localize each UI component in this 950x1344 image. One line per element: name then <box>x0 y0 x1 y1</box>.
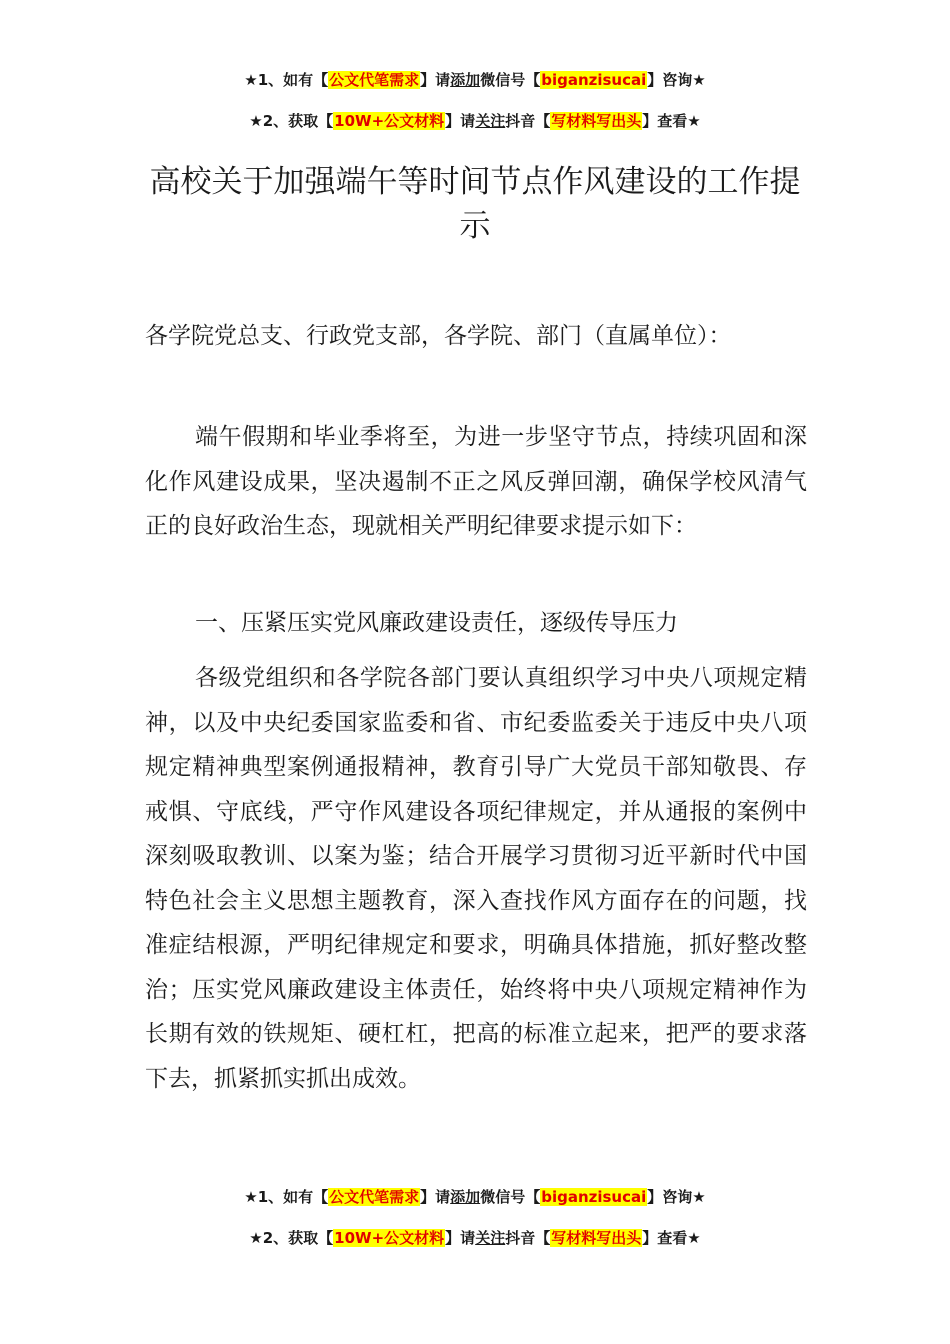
banner-prefix: 1、如有【 <box>257 1188 329 1206</box>
star-icon: ★ <box>692 71 706 89</box>
banner-prefix: 1、如有【 <box>257 71 329 89</box>
banner-prefix: 2、获取【 <box>262 1229 334 1247</box>
star-icon: ★ <box>244 1188 258 1206</box>
banner-text: 微信号【 <box>480 1188 541 1206</box>
banner-text: 】请 <box>420 1188 451 1206</box>
star-icon: ★ <box>244 71 258 89</box>
banner-suffix: 】咨询 <box>647 71 693 89</box>
star-icon: ★ <box>687 112 701 130</box>
banner-text: 微信号【 <box>480 71 541 89</box>
banner-text: 抖音【 <box>505 112 551 130</box>
bottom-banner-line-2 <box>0 1228 950 1248</box>
banner-underlined-text: 添加 <box>450 71 481 89</box>
star-icon: ★ <box>249 1229 263 1247</box>
star-icon: ★ <box>687 1229 701 1247</box>
banner-suffix: 】查看 <box>642 1229 688 1247</box>
section-1-paragraph: 各级党组织和各学院各部门要认真组织学习中央八项规定精神，以及中央纪委国家监委和省、市纪委监委关于违反中央八项规定精神典型案例通报精神，教育引导广大党员干部知敬畏、存戒惧、守底线，严守作风建设各项纪律规定，并从通报的案例中深刻吸取教训、以案为鉴；结合开展学习贯彻习近平新时代中国特色社会主义思想主题教育，深入查找作风方面存在的问题，找准症结根源，严明纪律规定和要求，明确具体措施，抓好整改整治；压实党风廉政建设主体责任，始终将中央八项规定精神作为长期有效的铁规矩、硬杠杠，把高的标准立起来，把严的要求落下去，抓紧抓实抓出成效。 <box>145 665 807 1092</box>
document-title: 高校关于加强端午等时间节点作风建设的工作提示 <box>149 164 801 244</box>
banner-highlight-materials: 10W+公文材料 <box>334 112 445 130</box>
star-icon: ★ <box>249 112 263 130</box>
banner-underlined-text: 关注 <box>475 1229 506 1247</box>
intro-paragraph: 端午假期和毕业季将至，为进一步坚守节点，持续巩固和深化作风建设成果，坚决遏制不正之风反弹回潮，确保学校风清气正的良好政治生态，现就相关严明纪律要求提示如下： <box>145 424 807 539</box>
banner-highlight-materials: 10W+公文材料 <box>334 1229 445 1247</box>
bottom-banner-line-1 <box>0 1187 950 1207</box>
banner-text: 抖音【 <box>505 1229 551 1247</box>
banner-text: 】请 <box>420 71 451 89</box>
banner-underlined-text: 关注 <box>475 112 506 130</box>
banner-highlight-wechat-id: biganzisucai <box>541 71 647 89</box>
salutation: 各学院党总支、行政党支部，各学院、部门（直属单位）： <box>145 323 732 349</box>
star-icon: ★ <box>692 1188 706 1206</box>
banner-text: 】请 <box>445 1229 476 1247</box>
banner-highlight-wechat-id: biganzisucai <box>541 1188 647 1206</box>
banner-suffix: 】查看 <box>642 112 688 130</box>
banner-highlight-service: 公文代笔需求 <box>329 71 420 89</box>
top-banner-line-1 <box>0 70 950 90</box>
banner-prefix: 2、获取【 <box>262 112 334 130</box>
banner-underlined-text: 添加 <box>450 1188 481 1206</box>
banner-suffix: 】咨询 <box>647 1188 693 1206</box>
banner-highlight-douyin-id: 写材料写出头 <box>551 112 642 130</box>
top-banner-line-2 <box>0 111 950 131</box>
banner-text: 】请 <box>445 112 476 130</box>
banner-highlight-douyin-id: 写材料写出头 <box>551 1229 642 1247</box>
banner-highlight-service: 公文代笔需求 <box>329 1188 420 1206</box>
section-1-heading: 一、压紧压实党风廉政建设责任，逐级传导压力 <box>195 610 678 636</box>
